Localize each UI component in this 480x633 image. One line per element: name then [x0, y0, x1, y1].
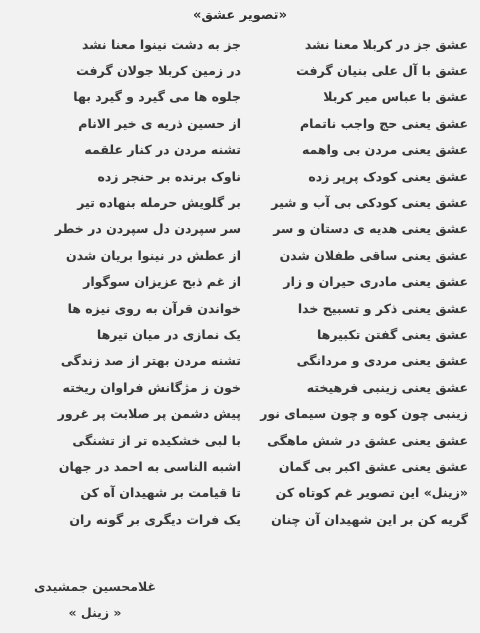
couplet-row	[0, 348, 480, 374]
couplet-second-hemistich: خون ز مژگانش فراوان ریخته	[62, 379, 241, 395]
couplet-first-hemistich: عشق یعنی عشق اکبر بی گمان	[278, 458, 468, 474]
couplet-first-hemistich: عشق یعنی مردن بی واهمه	[301, 142, 468, 158]
couplet-first-hemistich: زینبی چون کوه و چون سیمای نور	[260, 406, 468, 422]
couplet-row	[0, 216, 480, 242]
couplet-row	[0, 295, 480, 321]
couplet-second-hemistich: جز به دشت نینوا معنا نشد	[81, 36, 241, 52]
couplet-row	[0, 400, 480, 426]
couplet-second-hemistich: بر گلویش حرمله بنهاده تیر	[77, 195, 241, 211]
couplet-second-hemistich: تا قیامت بر شهیدان آه کن	[80, 485, 241, 501]
couplet-row	[0, 137, 480, 163]
couplet-row	[0, 84, 480, 110]
couplet-second-hemistich: یک نمازی در میان تیرها	[96, 326, 241, 342]
couplet-first-hemistich: عشق یعنی حج واجب ناتمام	[299, 115, 468, 131]
couplet-second-hemistich: پیش دشمن پر صلابت پر غرور	[57, 406, 241, 422]
couplet-second-hemistich: جلوه ها می گیرد و گیرد بها	[73, 89, 241, 105]
couplet-second-hemistich: یک فرات دیگری بر گونه ران	[69, 511, 241, 527]
couplet-first-hemistich: عشق با آل علی بنیان گرفت	[296, 63, 468, 79]
poet-pen-name: « زینل »	[68, 605, 122, 620]
poem-body	[0, 31, 480, 532]
couplet-first-hemistich: عشق با عباس میر کربلا	[323, 89, 468, 105]
couplet-second-hemistich: با لبی خشکیده تر از تشنگی	[72, 432, 241, 448]
couplet-second-hemistich: از غم ذبح عزیزان سوگوار	[83, 274, 241, 290]
couplet-second-hemistich: از حسین ذریه ی خیر الانام	[78, 115, 241, 131]
couplet-second-hemistich: در زمین کربلا جولان گرفت	[76, 63, 241, 79]
couplet-first-hemistich: «زینل» این تصویر غم کوتاه کن	[275, 485, 468, 501]
couplet-row	[0, 57, 480, 83]
couplet-first-hemistich: عشق یعنی ساقی طفلان شدن	[279, 247, 468, 263]
couplet-first-hemistich: عشق یعنی گفتن تکبیرها	[316, 326, 468, 342]
couplet-row	[0, 163, 480, 189]
couplet-second-hemistich: سر سپردن دل سپردن در خطر	[54, 221, 241, 237]
couplet-row	[0, 506, 480, 532]
couplet-second-hemistich: خواندن قرآن به روی نیزه ها	[67, 300, 241, 316]
couplet-first-hemistich: عشق یعنی کودکی بی آب و شیر	[271, 195, 468, 211]
couplet-first-hemistich: عشق یعنی عشق در شش ماهگی	[267, 432, 468, 448]
poem-title: «تصویر عشق»	[193, 8, 287, 23]
couplet-row	[0, 269, 480, 295]
couplet-row	[0, 453, 480, 479]
couplet-row	[0, 480, 480, 506]
couplet-first-hemistich: عشق یعنی مردی و مردانگی	[296, 353, 468, 369]
couplet-row	[0, 110, 480, 136]
couplet-first-hemistich: عشق یعنی زینبی فرهیخته	[306, 379, 468, 395]
couplet-row	[0, 31, 480, 57]
couplet-first-hemistich: گریه کن بر این شهیدان آن چنان	[271, 511, 468, 527]
couplet-second-hemistich: تشنه مردن در کنار علقمه	[84, 142, 241, 158]
couplet-first-hemistich: عشق جز در کربلا معنا نشد	[304, 36, 468, 52]
couplet-row	[0, 321, 480, 347]
signature-block	[20, 574, 170, 626]
couplet-row	[0, 242, 480, 268]
couplet-row	[0, 189, 480, 215]
couplet-second-hemistich: تشنه مردن بهتر از صد زندگی	[60, 353, 241, 369]
poet-name: غلامحسین جمشیدی	[33, 579, 157, 594]
couplet-row	[0, 427, 480, 453]
couplet-first-hemistich: عشق یعنی کودک پرپر زده	[308, 168, 468, 184]
couplet-second-hemistich: ناوک برنده بر حنجر زده	[97, 168, 241, 184]
couplet-first-hemistich: عشق یعنی مادری حیران و زار	[283, 274, 468, 290]
couplet-row	[0, 374, 480, 400]
couplet-first-hemistich: عشق یعنی ذکر و تسبیح خدا	[297, 300, 468, 316]
couplet-first-hemistich: عشق یعنی هدیه ی دستان و سر	[273, 221, 468, 237]
couplet-second-hemistich: از عطش در نینوا بریان شدن	[66, 247, 241, 263]
couplet-second-hemistich: اشبه الناسی به احمد در جهان	[58, 458, 241, 474]
